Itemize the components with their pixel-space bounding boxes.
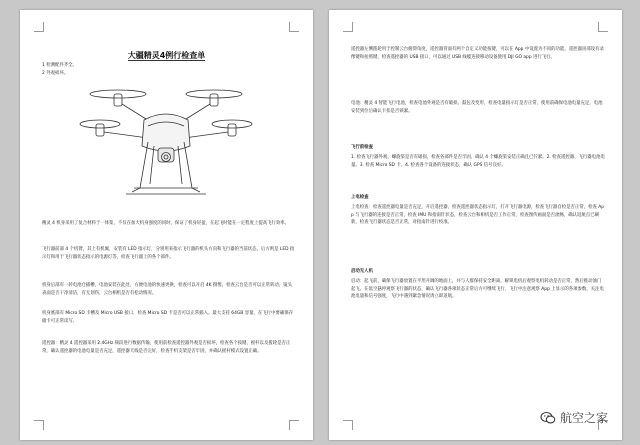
paragraph: 机身底部有 Micro SD 卡槽及 Micro USB 接口，检查 Micro SD 卡是否可以正常插入。最大支持 64GB 容量，在飞行中要确保存储卡可正常读写。 [42, 311, 293, 324]
paragraph: 1. 检查飞行器外观，螺旋桨是否有破损，检查各部件是否牢固，确认 4 个螺旋桨安装正确且已拧紧。2. 检查遥控器、飞行器电池电量。3. 检查 Micro SD 卡。4. 检查各个设备的连接状态，确认 GPS 信号良好。 [351, 155, 605, 168]
crop-mark [343, 22, 353, 32]
paragraph: 上电检查：检查遥控器电量是否充足，开启遥控器，检查遥控器状态指示灯，打开飞行器电源，检查飞行器自检是否正常，检查 App 与飞行器的连接是否正常，检查 IMU 和指南针状态，检查云台和相机是否工作正常，检查图传画面是否流畅，确认返航点已刷新，检查飞行器状态是否正常，对指南针进行校准。 [351, 205, 605, 226]
drone-illustration [78, 76, 254, 216]
checklist-item: 2 外观损坏。 [42, 71, 69, 76]
checklist-item: 1 检测配件齐全。 [42, 63, 77, 68]
crop-mark [598, 22, 608, 32]
paragraph: 启动：起飞前，确保飞行器放置在平坦开阔的地面上，并与人群保持安全距离，解锁电机后观察电机转动是否正常，然后推动油门起飞，在低空悬停观察飞行器的状态，确认飞行器各项状态正常后方可继续飞行，飞行中注意观察 App 上显示的各项参数，关注电池电量和信号强度，飞行中遇到紧急情况请立即返航。 [351, 279, 604, 300]
crop-mark [289, 22, 299, 32]
section-heading: 飞行前检查 [351, 145, 373, 150]
paragraph: 机身后部有一转电池仓插槽，电池安装在此处，方便电池的快速更换，检查可以开启 4K 摄像，检查云台是否可以正常转动，镜头表面是否干净清洁，有无划伤，云台相机是否有松动情况。 [42, 283, 292, 296]
document-page-right [329, 10, 622, 440]
paragraph: 遥控器左侧拨轮用于控制云台俯仰角度，遥控器背面有两个自定义功能按键，可以在 App 中设置为不同的功能，遥控器顶部设有录像键和拍照键，检查遥控器的 USB 接口，可以通过 USB 线缆连接移动设备使用 DJI GO app 进行飞行。 [351, 47, 604, 60]
section-heading: 上电检查 [351, 195, 369, 200]
crop-mark [289, 420, 299, 430]
document-title: 大疆精灵4例行检查单 [127, 51, 206, 60]
paragraph: 电池：精灵 4 智能飞行电池，检查电池外观是否有破损、鼓包及变形，检查电量指示灯是否正常，使用前确保电池电量充足，电池安装到位后确认卡扣是否锁紧。 [351, 101, 603, 114]
wechat-bubble-icon [540, 410, 556, 426]
crop-mark [34, 420, 44, 430]
crop-mark [34, 22, 44, 32]
document-page-left [20, 10, 313, 440]
paragraph: 精灵 4 机身采用了复合材料于一体桨，不仅在加大机身强度的同时，保证了机身轻盈，在起飞时能在一定程度上提高飞行效率。 [42, 221, 290, 226]
paragraph: 遥控器：精灵 4 遥控器采用 2.4GHz 频段进行数据传输，使用前检查遥控器外观是否损坏，检查各个按键、摇杆以及拨轮是否正常，确认遥控器的电池电量是否充足，遥控器天线是否完好，检查手机支架是否牢固，并确认摇杆模式设置正确。 [42, 341, 291, 354]
watermark-text: 航空之家 [559, 411, 608, 425]
paragraph: 飞行器前部 4 个机臂，其上有机翼，安装有 LED 指示灯，分别用来指示飞行器的机头方向和飞行器的当前状态，后方则是 LED 指示灯和用于飞行器状态指示的电源灯等，检查飞行器上的各个部件。 [42, 247, 295, 260]
section-heading: 启动无人机 [351, 269, 373, 274]
crop-mark [343, 420, 353, 430]
watermark [540, 409, 608, 426]
